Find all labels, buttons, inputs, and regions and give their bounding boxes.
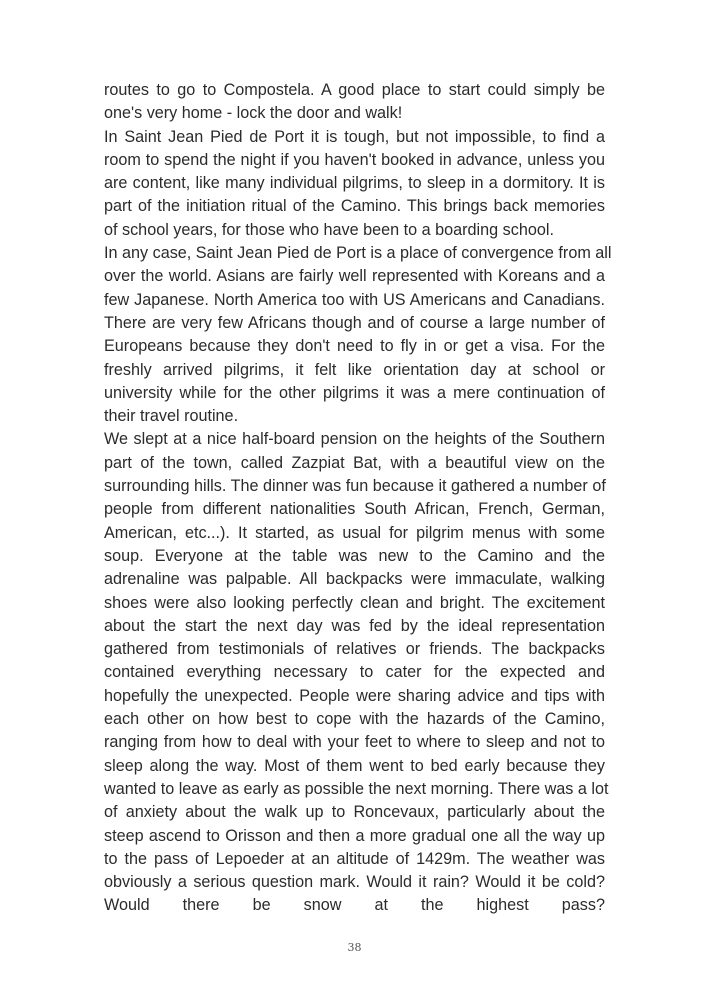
text-line: shoes were also looking perfectly clean and bright. The excitement <box>104 593 605 612</box>
text-line: few Japanese. North America too with US Americans and Canadians. <box>104 290 605 309</box>
text-line: sleep along the way. Most of them went to bed early because they <box>104 756 605 775</box>
text-line: are content, like many individual pilgrims, to sleep in a dormitory. It is <box>104 174 605 193</box>
text-line: of anxiety about the walk up to Roncevaux, particularly about the <box>104 803 605 822</box>
text-line: obviously a serious question mark. Would it rain? Would it be cold? <box>104 873 605 892</box>
text-line: university while for the other pilgrims it was a mere continuation of <box>104 383 605 402</box>
text-line: American, etc...). It started, as usual for pilgrim menus with some <box>104 523 605 542</box>
text-line: Europeans because they don't need to fly in or get a visa. For the <box>104 337 605 356</box>
text-line: In any case, Saint Jean Pied de Port is a place of convergence from all <box>104 244 612 263</box>
text-line: freshly arrived pilgrims, it felt like orientation day at school or <box>104 360 605 379</box>
body-text <box>104 79 612 918</box>
text-line: contained everything necessary to cater for the expected and <box>104 663 605 682</box>
text-line: their travel routine. <box>104 407 239 426</box>
text-line: to the pass of Lepoeder at an altitude of 1429m. The weather was <box>104 849 605 868</box>
text-line: wanted to leave as early as possible the next morning. There was a lot <box>104 779 609 798</box>
text-line: soup. Everyone at the table was new to the Camino and the <box>104 546 605 565</box>
text-line: Would there be snow at the highest pass? <box>104 896 605 915</box>
text-line: gathered from testimonials of relatives or friends. The backpacks <box>104 640 605 659</box>
text-line: about the start the next day was fed by the ideal representation <box>104 616 605 635</box>
text-line: of school years, for those who have been to a boarding school. <box>104 220 554 239</box>
text-line: steep ascend to Orisson and then a more gradual one all the way up <box>104 826 605 845</box>
text-line: one's very home - lock the door and walk! <box>104 104 403 123</box>
text-line: part of the initiation ritual of the Camino. This brings back memories <box>104 197 605 216</box>
text-line: part of the town, called Zazpiat Bat, with a beautiful view on the <box>104 453 605 472</box>
text-line: room to spend the night if you haven't booked in advance, unless you <box>104 150 605 169</box>
text-line: We slept at a nice half-board pension on the heights of the Southern <box>104 430 605 449</box>
text-line: people from different nationalities South African, French, German, <box>104 500 605 519</box>
text-line: ranging from how to deal with your feet to where to sleep and not to <box>104 733 605 752</box>
text-line: hopefully the unexpected. People were sharing advice and tips with <box>104 686 605 705</box>
page-number: 38 <box>347 941 362 954</box>
text-line: In Saint Jean Pied de Port it is tough, but not impossible, to find a <box>104 127 605 146</box>
text-line: each other on how best to cope with the hazards of the Camino, <box>104 710 605 729</box>
text-line: surrounding hills. The dinner was fun because it gathered a number of <box>104 477 606 496</box>
text-line: routes to go to Compostela. A good place to start could simply be <box>104 81 605 99</box>
text-line: over the world. Asians are fairly well represented with Koreans and a <box>104 267 605 286</box>
text-line: There are very few Africans though and of course a large number of <box>104 313 605 332</box>
text-line: adrenaline was palpable. All backpacks were immaculate, walking <box>104 570 605 589</box>
